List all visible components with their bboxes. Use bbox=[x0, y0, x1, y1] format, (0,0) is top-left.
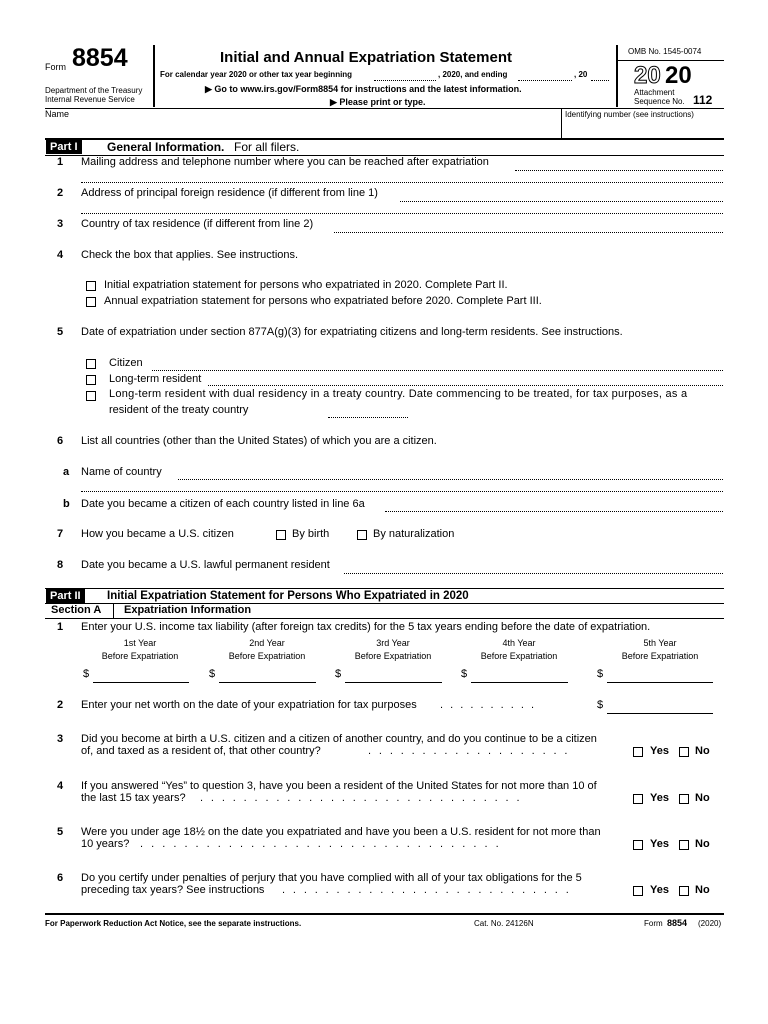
p2-line4-text-a: If you answered “Yes” to question 3, have you been a resident of the United States for not more than 10 of bbox=[81, 780, 597, 792]
line7-text: How you became a U.S. citizen bbox=[81, 528, 234, 540]
sequence-label: Sequence No. bbox=[634, 97, 685, 106]
p2-line3-leader: . . . . . . . . . . . . . . . . . . . bbox=[368, 745, 570, 757]
year1-top: 1st Year bbox=[123, 638, 157, 648]
citizen-checkbox[interactable] bbox=[86, 359, 96, 369]
calendar-line-a: For calendar year 2020 or other tax year beginning bbox=[160, 70, 353, 79]
header-bottom-rule bbox=[45, 108, 724, 109]
year3-liability-field[interactable] bbox=[345, 682, 442, 683]
line1-number: 1 bbox=[57, 156, 64, 168]
tax-year-begin-field[interactable] bbox=[374, 80, 436, 81]
line4-opt2-text: Annual expatriation statement for persons who expatriated before 2020. Complete Part III. bbox=[104, 295, 542, 307]
year-outline: 20 bbox=[634, 62, 661, 89]
part2-label: Part II bbox=[46, 589, 85, 603]
omb-number: OMB No. 1545-0074 bbox=[628, 47, 702, 56]
section-a-title: Expatriation Information bbox=[124, 604, 252, 616]
name-field[interactable] bbox=[60, 118, 558, 136]
line5-opt2-text: Long-term resident bbox=[109, 373, 202, 385]
year3-top: 3rd Year bbox=[376, 638, 410, 648]
line5-text: Date of expatriation under section 877A(g)(3) for expatriating citizens and long-term residents. See instructions. bbox=[81, 326, 623, 338]
year4-dollar: $ bbox=[461, 668, 468, 680]
section-a-rule bbox=[45, 618, 724, 619]
p2-line2-number: 2 bbox=[57, 699, 64, 711]
q4-yes-label: Yes bbox=[650, 792, 669, 804]
p2-line5-text-a: Were you under age 18½ on the date you expatriated and have you been a U.S. resident for not more than bbox=[81, 826, 601, 838]
name-label: Name bbox=[45, 109, 70, 119]
foreign-residence-field[interactable] bbox=[400, 201, 723, 202]
q5-no-checkbox[interactable] bbox=[679, 840, 689, 850]
q4-no-checkbox[interactable] bbox=[679, 794, 689, 804]
identifying-number-field[interactable] bbox=[565, 120, 723, 136]
line2-text: Address of principal foreign residence (if different from line 1) bbox=[81, 187, 378, 199]
p2-line5-number: 5 bbox=[57, 826, 64, 838]
line2-number: 2 bbox=[57, 187, 64, 199]
p2-line1-text: Enter your U.S. income tax liability (after foreign tax credits) for the 5 tax years ending before the date of expatriation. bbox=[81, 621, 651, 633]
p2-line6-text-a: Do you certify under penalties of perjury that you have complied with all of your tax obligations for the 5 bbox=[81, 872, 582, 884]
footer-form-number: 8854 bbox=[667, 918, 688, 928]
calendar-line-c: , 20 bbox=[574, 70, 588, 79]
p2-line6-leader: . . . . . . . . . . . . . . . . . . . . . . . . . . . bbox=[282, 884, 572, 896]
form-number: 8854 bbox=[72, 44, 128, 72]
calendar-line-b: , 2020, and ending bbox=[438, 70, 508, 79]
year3-dollar: $ bbox=[335, 668, 342, 680]
q3-no-label: No bbox=[695, 745, 710, 757]
long-term-resident-date-field[interactable] bbox=[208, 385, 723, 386]
annual-statement-checkbox[interactable] bbox=[86, 297, 96, 307]
country-name-field-2[interactable] bbox=[81, 491, 723, 492]
section-a-divider bbox=[113, 603, 114, 618]
year2-liability-field[interactable] bbox=[219, 682, 316, 683]
line6a-text: Name of country bbox=[81, 466, 162, 478]
footer-form-word: Form bbox=[644, 919, 663, 928]
footer-rule bbox=[45, 913, 724, 915]
part1-subtitle: For all filers. bbox=[234, 140, 300, 154]
dept-irs: Internal Revenue Service bbox=[45, 95, 135, 104]
line8-number: 8 bbox=[57, 559, 64, 571]
p2-line6-text-b: preceding tax years? See instructions bbox=[81, 884, 265, 896]
catalog-number: Cat. No. 24126N bbox=[474, 919, 534, 928]
tax-residence-field[interactable] bbox=[334, 232, 723, 233]
year2-top: 2nd Year bbox=[249, 638, 285, 648]
sequence-number: 112 bbox=[693, 93, 713, 107]
year1-dollar: $ bbox=[83, 668, 90, 680]
p2-line1-number: 1 bbox=[57, 621, 64, 633]
line7-opt1-text: By birth bbox=[292, 528, 330, 540]
net-worth-dollar: $ bbox=[597, 699, 604, 711]
treaty-date-field[interactable] bbox=[328, 417, 408, 418]
line4-opt1-text: Initial expatriation statement for persons who expatriated in 2020. Complete Part II. bbox=[104, 279, 508, 291]
p2-line3-text-a: Did you become at birth a U.S. citizen and a citizen of another country, and do you continue to be a citizen bbox=[81, 733, 597, 745]
q5-no-label: No bbox=[695, 838, 710, 850]
citizen-date-field[interactable] bbox=[152, 370, 723, 371]
dept-treasury: Department of the Treasury bbox=[45, 86, 143, 95]
line5-opt3-text-a: Long-term resident with dual residency in a treaty country. Date commencing to be treated, for tax purposes, as a bbox=[109, 388, 688, 400]
year5-liability-field[interactable] bbox=[607, 682, 713, 683]
line6b-label: b bbox=[63, 498, 70, 510]
line6b-text: Date you became a citizen of each country listed in line 6a bbox=[81, 498, 365, 510]
line4-text: Check the box that applies. See instructions. bbox=[81, 249, 299, 261]
q3-no-checkbox[interactable] bbox=[679, 747, 689, 757]
p2-line4-number: 4 bbox=[57, 780, 64, 792]
omb-rule bbox=[617, 60, 724, 61]
year2-bottom: Before Expatriation bbox=[228, 651, 306, 661]
foreign-residence-field-2[interactable] bbox=[81, 213, 723, 214]
initial-statement-checkbox[interactable] bbox=[86, 281, 96, 291]
q6-yes-checkbox[interactable] bbox=[633, 886, 643, 896]
line5-number: 5 bbox=[57, 326, 64, 338]
q5-yes-checkbox[interactable] bbox=[633, 840, 643, 850]
q4-no-label: No bbox=[695, 792, 710, 804]
year-bold: 20 bbox=[665, 62, 692, 89]
line6a-label: a bbox=[63, 466, 70, 478]
p2-line3-text-b: of, and taxed as a resident of, that other country? bbox=[81, 745, 321, 757]
q5-yes-label: Yes bbox=[650, 838, 669, 850]
form-word: Form bbox=[45, 62, 66, 72]
year1-liability-field[interactable] bbox=[93, 682, 189, 683]
long-term-resident-checkbox[interactable] bbox=[86, 375, 96, 385]
lawful-permanent-resident-date-field[interactable] bbox=[344, 573, 723, 574]
by-birth-checkbox[interactable] bbox=[276, 530, 286, 540]
year4-liability-field[interactable] bbox=[471, 682, 568, 683]
p2-line2-leader: . . . . . . . . . . bbox=[440, 699, 537, 711]
line7-opt2-text: By naturalization bbox=[373, 528, 455, 540]
tax-year-end-year-field[interactable] bbox=[591, 80, 609, 81]
year4-top: 4th Year bbox=[502, 638, 536, 648]
line6-number: 6 bbox=[57, 435, 64, 447]
line1-text: Mailing address and telephone number where you can be reached after expatriation bbox=[81, 156, 489, 168]
header-divider-right bbox=[616, 45, 618, 107]
net-worth-field[interactable] bbox=[607, 713, 713, 714]
citizen-date-country-field[interactable] bbox=[385, 511, 723, 512]
year5-dollar: $ bbox=[597, 668, 604, 680]
part1-title: General Information. bbox=[107, 140, 225, 154]
p2-line2-text: Enter your net worth on the date of your expatriation for tax purposes bbox=[81, 699, 417, 711]
q6-no-checkbox[interactable] bbox=[679, 886, 689, 896]
year5-bottom: Before Expatriation bbox=[621, 651, 699, 661]
p2-line4-text-b: the last 15 tax years? bbox=[81, 792, 186, 804]
q6-yes-label: Yes bbox=[650, 884, 669, 896]
line8-text: Date you became a U.S. lawful permanent resident bbox=[81, 559, 330, 571]
part2-title: Initial Expatriation Statement for Persons Who Expatriated in 2020 bbox=[107, 590, 469, 602]
q6-no-label: No bbox=[695, 884, 710, 896]
line6-text: List all countries (other than the United States) of which you are a citizen. bbox=[81, 435, 437, 447]
dual-residency-checkbox[interactable] bbox=[86, 391, 96, 401]
tax-year-end-field[interactable] bbox=[518, 80, 572, 81]
line7-number: 7 bbox=[57, 528, 64, 540]
q3-yes-checkbox[interactable] bbox=[633, 747, 643, 757]
p2-line3-number: 3 bbox=[57, 733, 64, 745]
mailing-address-field-2[interactable] bbox=[81, 182, 723, 183]
line5-opt3-text-b: resident of the treaty country bbox=[109, 404, 249, 416]
q4-yes-checkbox[interactable] bbox=[633, 794, 643, 804]
p2-line4-leader: . . . . . . . . . . . . . . . . . . . . . . . . . . . . . . bbox=[200, 792, 522, 804]
mailing-address-field[interactable] bbox=[515, 170, 723, 171]
line4-number: 4 bbox=[57, 249, 64, 261]
section-a-label: Section A bbox=[51, 604, 102, 616]
year3-bottom: Before Expatriation bbox=[354, 651, 432, 661]
paperwork-notice: For Paperwork Reduction Act Notice, see the separate instructions. bbox=[45, 919, 302, 928]
year4-bottom: Before Expatriation bbox=[480, 651, 558, 661]
line3-number: 3 bbox=[57, 218, 64, 230]
print-line: ▶ Please print or type. bbox=[330, 97, 426, 107]
p2-line5-text-b: 10 years? bbox=[81, 838, 130, 850]
country-name-field[interactable] bbox=[178, 479, 723, 480]
year5-top: 5th Year bbox=[643, 638, 677, 648]
id-label: Identifying number (see instructions) bbox=[565, 110, 694, 119]
part1-label: Part I bbox=[46, 140, 82, 154]
year1-bottom: Before Expatriation bbox=[101, 651, 179, 661]
year2-dollar: $ bbox=[209, 668, 216, 680]
attachment-label: Attachment bbox=[634, 88, 675, 97]
line3-text: Country of tax residence (if different from line 2) bbox=[81, 218, 314, 230]
q3-yes-label: Yes bbox=[650, 745, 669, 757]
goto-line: ▶ Go to www.irs.gov/Form8854 for instructions and the latest information. bbox=[205, 84, 522, 94]
line5-opt1-text: Citizen bbox=[109, 357, 143, 369]
p2-line5-leader: . . . . . . . . . . . . . . . . . . . . . . . . . . . . . . . . . bbox=[140, 838, 502, 850]
part2-top-rule bbox=[45, 588, 724, 589]
p2-line6-number: 6 bbox=[57, 872, 64, 884]
header-divider-left bbox=[153, 45, 155, 107]
footer-year: (2020) bbox=[698, 919, 722, 928]
by-naturalization-checkbox[interactable] bbox=[357, 530, 367, 540]
name-id-divider bbox=[561, 108, 562, 138]
form-title: Initial and Annual Expatriation Statement bbox=[220, 49, 512, 66]
